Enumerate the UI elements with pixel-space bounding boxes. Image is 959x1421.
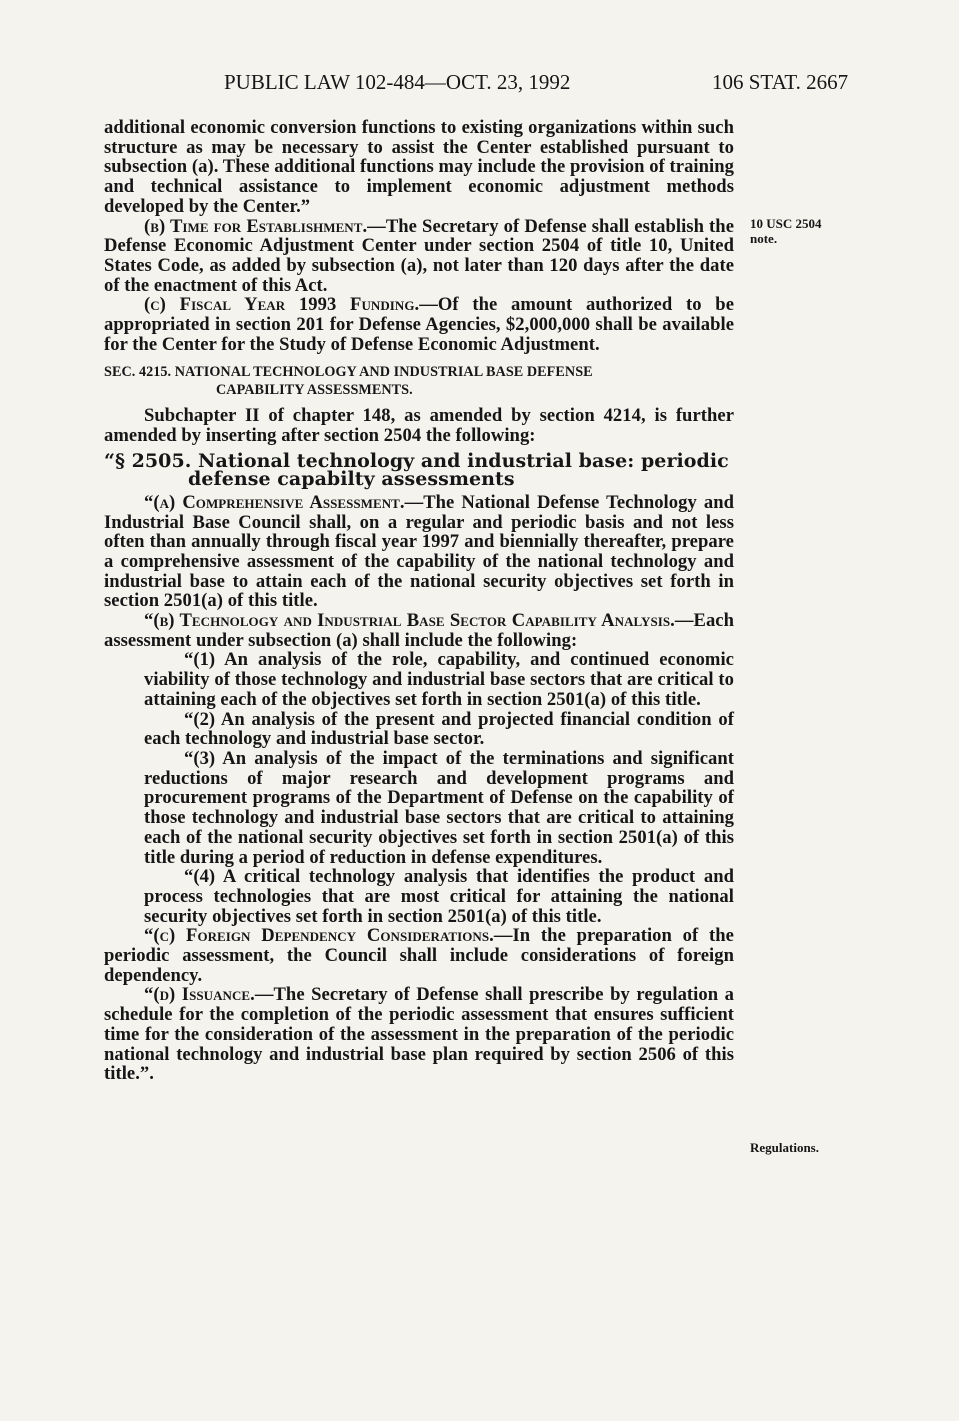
subsection-c2-heading: “(c) Foreign Dependency Considerations.: [144, 925, 494, 947]
list-item-2: “(2) An analysis of the present and projected financial condition of each technology and industrial base sector.: [144, 708, 734, 750]
section-heading-line1: SEC. 4215. NATIONAL TECHNOLOGY AND INDUSTRIAL BASE DEFENSE: [104, 364, 593, 381]
list-item-3: “(3) An analysis of the impact of the terminations and significant reductions of major research and development programs and procurement programs of the Department of Defense on the capability of those technology and industrial base sectors that are critical to attaining each of the national security objectives set forth in section 2501(a) of this title during a period of reduction in defense expenditures.: [144, 747, 734, 868]
subsection-d-heading: “(d) Issuance.: [144, 984, 255, 1006]
header-public-law: PUBLIC LAW 102-484—OCT. 23, 1992: [224, 70, 571, 94]
section-title-line1: “§ 2505. National technology and industrial base: periodic: [104, 449, 729, 472]
margin-note-usc-line1: 10 USC 2504: [750, 216, 822, 231]
subsection-b-sector-capability-analysis: [104, 611, 734, 650]
margin-note-regulations: Regulations.: [750, 1140, 819, 1155]
subsection-b-heading: (b) Time for Establishment.: [144, 215, 368, 237]
subsection-c2-text: —In the preparation of the periodic assessment, the Council shall include considerations of foreign dependency.: [104, 925, 734, 986]
subsection-c-foreign-dependency: [104, 926, 734, 985]
subsection-b2-heading: “(b) Technology and Industrial Base Sector Capability Analysis.: [144, 610, 675, 632]
list-item-1: “(1) An analysis of the role, capability, and continued economic viability of those technology and industrial base sectors that are critical to attaining each of the objectives set forth in section 2501(a) of this title.: [144, 649, 734, 710]
paragraph-continuation: additional economic conversion functions to existing organizations within such structure as may be necessary to assist the Center established pursuant to subsection (a). These additional functions may include the provision of training and technical assistance to implement economic adjustment methods developed by the Center.”: [104, 117, 734, 217]
section-title-line2: defense capabilty assessments: [188, 467, 515, 490]
subsection-c-fiscal-year-funding: [104, 295, 734, 354]
list-item-4: “(4) A critical technology analysis that identifies the product and process technologies that are most critical for attaining the national security objectives set forth in section 2501(a) of this title.: [144, 866, 734, 927]
amendment-intro: Subchapter II of chapter 148, as amended by section 4214, is further amended by inserting after section 2504 the following:: [104, 405, 734, 447]
margin-note-usc: [750, 216, 822, 246]
subsection-a-comprehensive-assessment: [104, 493, 734, 611]
subsection-a-text: —The National Defense Technology and Industrial Base Council shall, on a regular and periodic basis and not less often than annually through fiscal year 1997 and biennially thereafter, prepare a comprehensive assessment of the capability of the national technology and industrial base to attain each of the national security objectives set forth in section 2501(a) of this title.: [104, 491, 734, 612]
subsection-a-heading: “(a) Comprehensive Assessment.: [144, 491, 405, 513]
subsection-d-text: —The Secretary of Defense shall prescribe by regulation a schedule for the completion of the periodic assessment that ensures sufficient time for the consideration of the assessment in the preparation of the periodic national technology and industrial base plan required by section 2506 of this title.”.: [104, 984, 734, 1085]
subsection-c-text: —Of the amount authorized to be appropriated in section 201 for Defense Agencies, $2,000,000 shall be available for the Center for the Study of Defense Economic Adjustment.: [104, 294, 734, 355]
subsection-c-heading: (c) Fiscal Year 1993 Funding.: [144, 294, 420, 316]
subsection-d-issuance: [104, 985, 734, 1084]
subsection-b-time-for-establishment: [104, 217, 734, 296]
section-heading-line2: CAPABILITY ASSESSMENTS.: [216, 382, 413, 399]
running-header: [0, 70, 959, 102]
section-4215-heading: [104, 363, 734, 399]
section-2505-title: [104, 449, 734, 490]
header-statute-page: 106 STAT. 2667: [712, 70, 849, 94]
document-body: [104, 118, 734, 1084]
subsection-b-text: —The Secretary of Defense shall establish the Defense Economic Adjustment Center under section 2504 of title 10, United States Code, as added by subsection (a), not later than 120 days after the date of the enactment of this Act.: [104, 215, 734, 296]
margin-note-usc-line2: note.: [750, 231, 778, 246]
subsection-b2-text: —Each assessment under subsection (a) shall include the following:: [104, 610, 734, 651]
